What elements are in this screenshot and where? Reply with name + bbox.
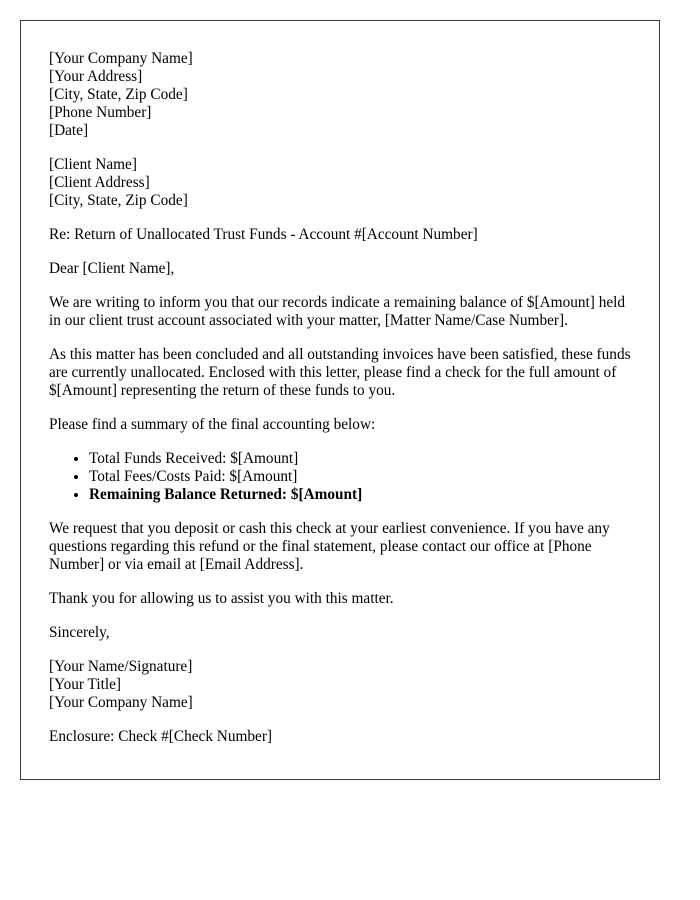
summary-item-funds-received: • Total Funds Received: $[Amount] bbox=[89, 450, 631, 468]
letter-date: [Date] bbox=[49, 122, 89, 139]
recipient-block bbox=[49, 156, 631, 210]
body-paragraph-enclosure: As this matter has been concluded and all outstanding invoices have been satisfied, these funds are currently unallocated. Enclosed with this letter, please find a check for the full amount of $[Amount] representing the return of these funds to you. bbox=[49, 346, 631, 399]
signature-name: [Your Name/Signature] bbox=[49, 658, 193, 675]
recipient-address: [Client Address] bbox=[49, 174, 150, 191]
accounting-summary-list bbox=[49, 450, 631, 504]
sender-company: [Your Company Name] bbox=[49, 50, 193, 67]
sender-block bbox=[49, 50, 631, 140]
summary-item-balance-returned: • Remaining Balance Returned: $[Amount] bbox=[89, 486, 631, 504]
recipient-name: [Client Name] bbox=[49, 156, 137, 173]
body-paragraph-summary-intro: Please find a summary of the final accounting below: bbox=[49, 416, 376, 433]
signature-company: [Your Company Name] bbox=[49, 694, 193, 711]
summary-item-fees-paid: • Total Fees/Costs Paid: $[Amount] bbox=[89, 468, 631, 486]
signature-block bbox=[49, 658, 631, 712]
valediction: Sincerely, bbox=[49, 624, 110, 641]
subject-line: Re: Return of Unallocated Trust Funds - Account #[Account Number] bbox=[49, 226, 478, 243]
signature-title: [Your Title] bbox=[49, 676, 121, 693]
salutation: Dear [Client Name], bbox=[49, 260, 175, 277]
recipient-city-state-zip: [City, State, Zip Code] bbox=[49, 192, 188, 209]
sender-city-state-zip: [City, State, Zip Code] bbox=[49, 86, 188, 103]
body-paragraph-request: We request that you deposit or cash this check at your earliest convenience. If you have any questions regarding this refund or the final statement, please contact our office at [Phone Number] or via email at [Email Address]. bbox=[49, 520, 610, 573]
enclosure-line: Enclosure: Check #[Check Number] bbox=[49, 728, 273, 745]
sender-phone: [Phone Number] bbox=[49, 104, 152, 121]
body-paragraph-balance: We are writing to inform you that our records indicate a remaining balance of $[Amount] held in our client trust account associated with your matter, [Matter Name/Case Number]. bbox=[49, 294, 626, 329]
sender-address: [Your Address] bbox=[49, 68, 143, 85]
letter-page bbox=[20, 20, 660, 780]
body-paragraph-thanks: Thank you for allowing us to assist you with this matter. bbox=[49, 590, 394, 607]
